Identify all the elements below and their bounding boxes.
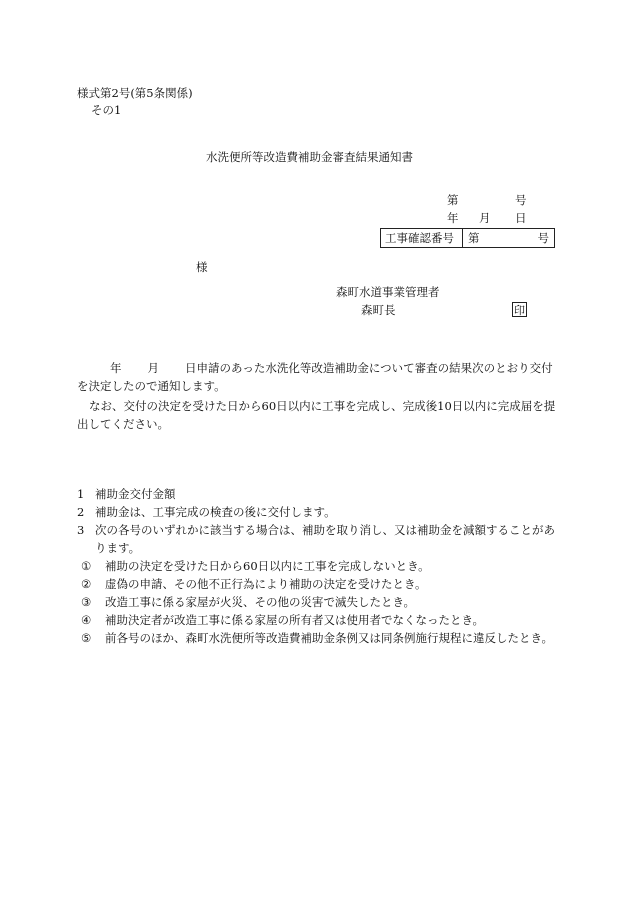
sub-list-item-mark: ⑤: [81, 631, 92, 645]
confirmation-number-suffix: 号: [537, 231, 549, 245]
body-paragraph-2: なお、交付の決定を受けた日から60日以内に工事を完成し、完成後10日以内に完成届を提出してください。: [77, 399, 556, 431]
sub-list-item-text: 補助の決定を受けた日から60日以内に工事を完成しないとき。: [105, 559, 430, 573]
sub-list-item-mark: ②: [81, 577, 92, 591]
form-number: 様式第2号(第5条関係): [77, 86, 193, 100]
body-paragraph-1: [77, 359, 557, 395]
sub-list-item-text: 補助決定者が改造工事に係る家屋の所有者又は使用者でなくなったとき。: [105, 613, 485, 627]
list-item: [77, 485, 557, 503]
sub-list-item-text: 改造工事に係る家屋が火災、その他の災害で滅失したとき。: [105, 595, 416, 609]
issue-number-prefix: 第: [447, 193, 459, 207]
sub-list-item-text: 前各号のほか、森町水洗便所等改造費補助金条例又は同条例施行規程に違反したとき。: [105, 631, 554, 645]
confirmation-number-label: 工事確認番号: [381, 229, 463, 247]
sub-list-item: [77, 611, 557, 629]
sub-list-item: [77, 575, 557, 593]
confirmation-number-field: [463, 229, 554, 247]
sub-list-item-mark: ①: [81, 559, 92, 573]
sub-list-item: [77, 593, 557, 611]
application-month-label: 月: [147, 361, 159, 375]
confirmation-number-box: [380, 228, 555, 248]
issue-date-year: 年: [447, 211, 459, 225]
list-item-number: 3: [77, 523, 85, 537]
issue-date-month: 月: [479, 211, 491, 225]
conditions-list: [77, 485, 557, 647]
list-item: [77, 503, 557, 521]
list-item: [77, 521, 557, 557]
list-item-text: 補助金交付金額: [95, 487, 176, 501]
document-title: 水洗便所等改造費補助金審査結果通知書: [206, 150, 413, 164]
list-item-text: 次の各号のいずれかに該当する場合は、補助を取り消し、又は補助金を減額することがあります。: [95, 523, 555, 555]
addressee-suffix: 様: [196, 260, 208, 274]
list-item-number: 1: [77, 487, 85, 501]
list-item-number: 2: [77, 505, 85, 519]
sub-list-item: [77, 557, 557, 575]
sub-number: その1: [91, 103, 122, 117]
issue-number-suffix: 号: [515, 193, 527, 207]
issuer-name: 森町長: [361, 303, 396, 317]
confirmation-number-prefix: 第: [468, 231, 480, 245]
body-paragraph-1-text: 日申請のあった水洗化等改造補助金について審査の結果次のとおり交付を決定したので通知します。: [77, 361, 553, 393]
issue-date-day: 日: [515, 211, 527, 225]
issuer-organization: 森町水道事業管理者: [336, 285, 440, 299]
list-item-text: 補助金は、工事完成の検査の後に交付します。: [95, 505, 336, 519]
sub-list-item-mark: ④: [81, 613, 92, 627]
seal-mark: 印: [514, 304, 525, 317]
application-year-label: 年: [110, 361, 122, 375]
sub-list-item-text: 虚偽の申請、その他不正行為により補助の決定を受けたとき。: [105, 577, 427, 591]
sub-list-item: [77, 629, 557, 647]
sub-list-item-mark: ③: [81, 595, 92, 609]
